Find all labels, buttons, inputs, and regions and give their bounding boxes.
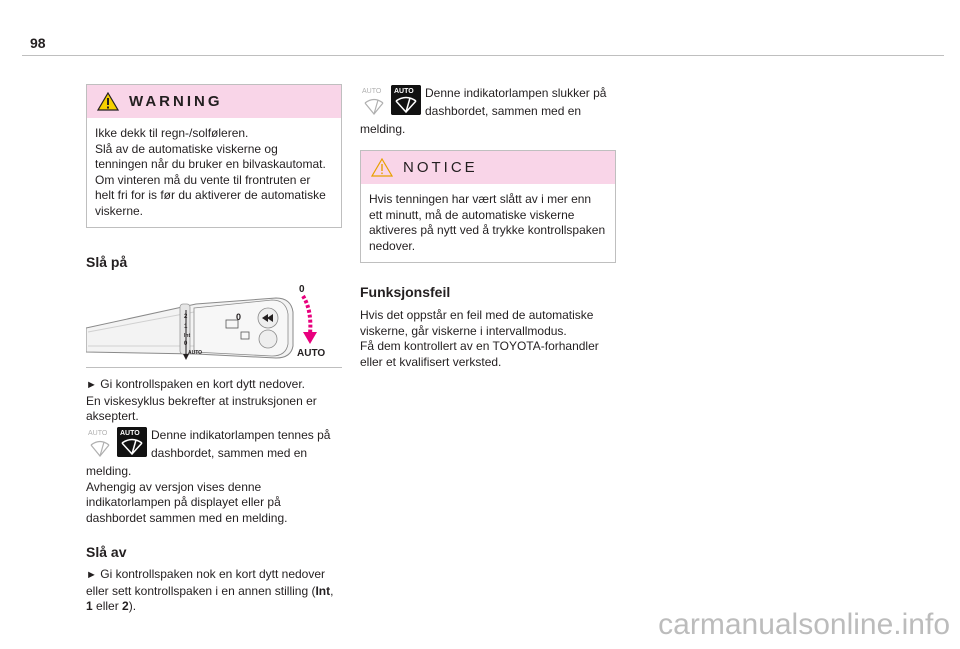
warning-title: WARNING	[129, 93, 223, 110]
notice-title: NOTICE	[403, 159, 478, 176]
left-column	[86, 84, 342, 615]
indicator-off-label: AUTO	[88, 429, 108, 437]
warning-body	[87, 118, 341, 227]
indicator-on-row	[86, 426, 342, 480]
right-column	[360, 84, 616, 370]
int-label: Int	[315, 583, 331, 598]
malfunction-line: Hvis det oppstår en feil med de automatiske viskerne, går viskerne i intervallmodus.	[360, 308, 594, 338]
step-on	[86, 377, 342, 394]
auto-wiper-off-icon	[86, 427, 114, 459]
indicator-off-label: AUTO	[362, 88, 382, 95]
warning-line: Slå av de automatiske viskerne og tenningen når du bruker en bilvaskautomat.	[95, 141, 326, 171]
indicator-off-row	[360, 84, 616, 138]
auto-wiper-on-icon	[117, 427, 147, 457]
warning-line: Om vinteren må du vente til frontruten er helt fri for is før du aktiverer de automatiske viskerne.	[95, 172, 326, 218]
indicator-on-label: AUTO	[394, 88, 414, 95]
auto-wiper-off-icon	[360, 85, 388, 117]
lever-label: AUTO	[188, 350, 203, 356]
confirm-text: En viskesyklus bekrefter at instruksjonen er akseptert.	[86, 393, 317, 423]
one-label: 1	[86, 599, 93, 613]
watermark: carmanualsonline.info	[658, 608, 950, 641]
indicator-on-text: Denne indikatorlampen tennes på dashbordet, sammen med en melding.	[86, 427, 331, 478]
step-on-text: Gi kontrollspaken en kort dytt nedover.	[100, 377, 306, 391]
section-heading-on: Slå på	[86, 254, 128, 270]
notice-box	[360, 150, 616, 263]
section-heading-malfunction: Funksjonsfeil	[360, 284, 451, 300]
warning-icon	[97, 92, 119, 111]
two-label: 2	[122, 599, 129, 613]
bullet-arrow-icon: ►	[86, 569, 97, 581]
version-note: Avhengig av versjon vises denne indikatorlampen på displayet eller på dashbordet sammen med en melding.	[86, 479, 288, 525]
lever-label: 1	[184, 324, 188, 330]
bullet-arrow-icon: ►	[86, 379, 97, 391]
indicator-off-text: Denne indikatorlampen slukker på dashbordet, sammen med en melding.	[360, 86, 607, 136]
wiper-stalk-illustration	[86, 282, 342, 364]
separator: eller	[92, 599, 123, 613]
lever-label: 2	[184, 314, 188, 320]
indicator-pair	[360, 85, 421, 117]
illustration-rule	[86, 367, 342, 368]
step-off-before: Gi kontrollspaken nok en kort dytt nedover eller sett kontrollspaken i en annen stilling (	[86, 567, 326, 598]
auto-label: AUTO	[297, 348, 326, 359]
auto-wiper-on-icon	[391, 85, 421, 115]
malfunction-line: Få dem kontrollert av en TOYOTA-forhandler eller et kvalifisert verksted.	[360, 339, 599, 369]
warning-line: Ikke dekk til regn-/solføleren.	[95, 126, 249, 140]
section-heading-off: Slå av	[86, 544, 127, 560]
zero-label: 0	[299, 284, 305, 295]
notice-icon	[371, 158, 393, 177]
lever-label: Int	[184, 333, 191, 339]
separator: ,	[330, 583, 334, 598]
indicator-pair	[86, 427, 147, 459]
indicator-on-label: AUTO	[120, 429, 140, 437]
notice-body: Hvis tenningen har vært slått av i mer enn ett minutt, må de automatiske viskerne aktiveres på nytt ved å trykke kontrollspaken nedover.	[369, 192, 606, 253]
warning-header	[87, 85, 341, 118]
header-rule	[22, 55, 944, 56]
page-number: 98	[30, 35, 46, 51]
lever-label: 0	[184, 341, 188, 347]
warning-box	[86, 84, 342, 228]
step-off-after: ).	[128, 599, 137, 613]
step-off	[86, 567, 342, 615]
svg-text:0: 0	[236, 312, 242, 322]
notice-header	[361, 151, 615, 184]
